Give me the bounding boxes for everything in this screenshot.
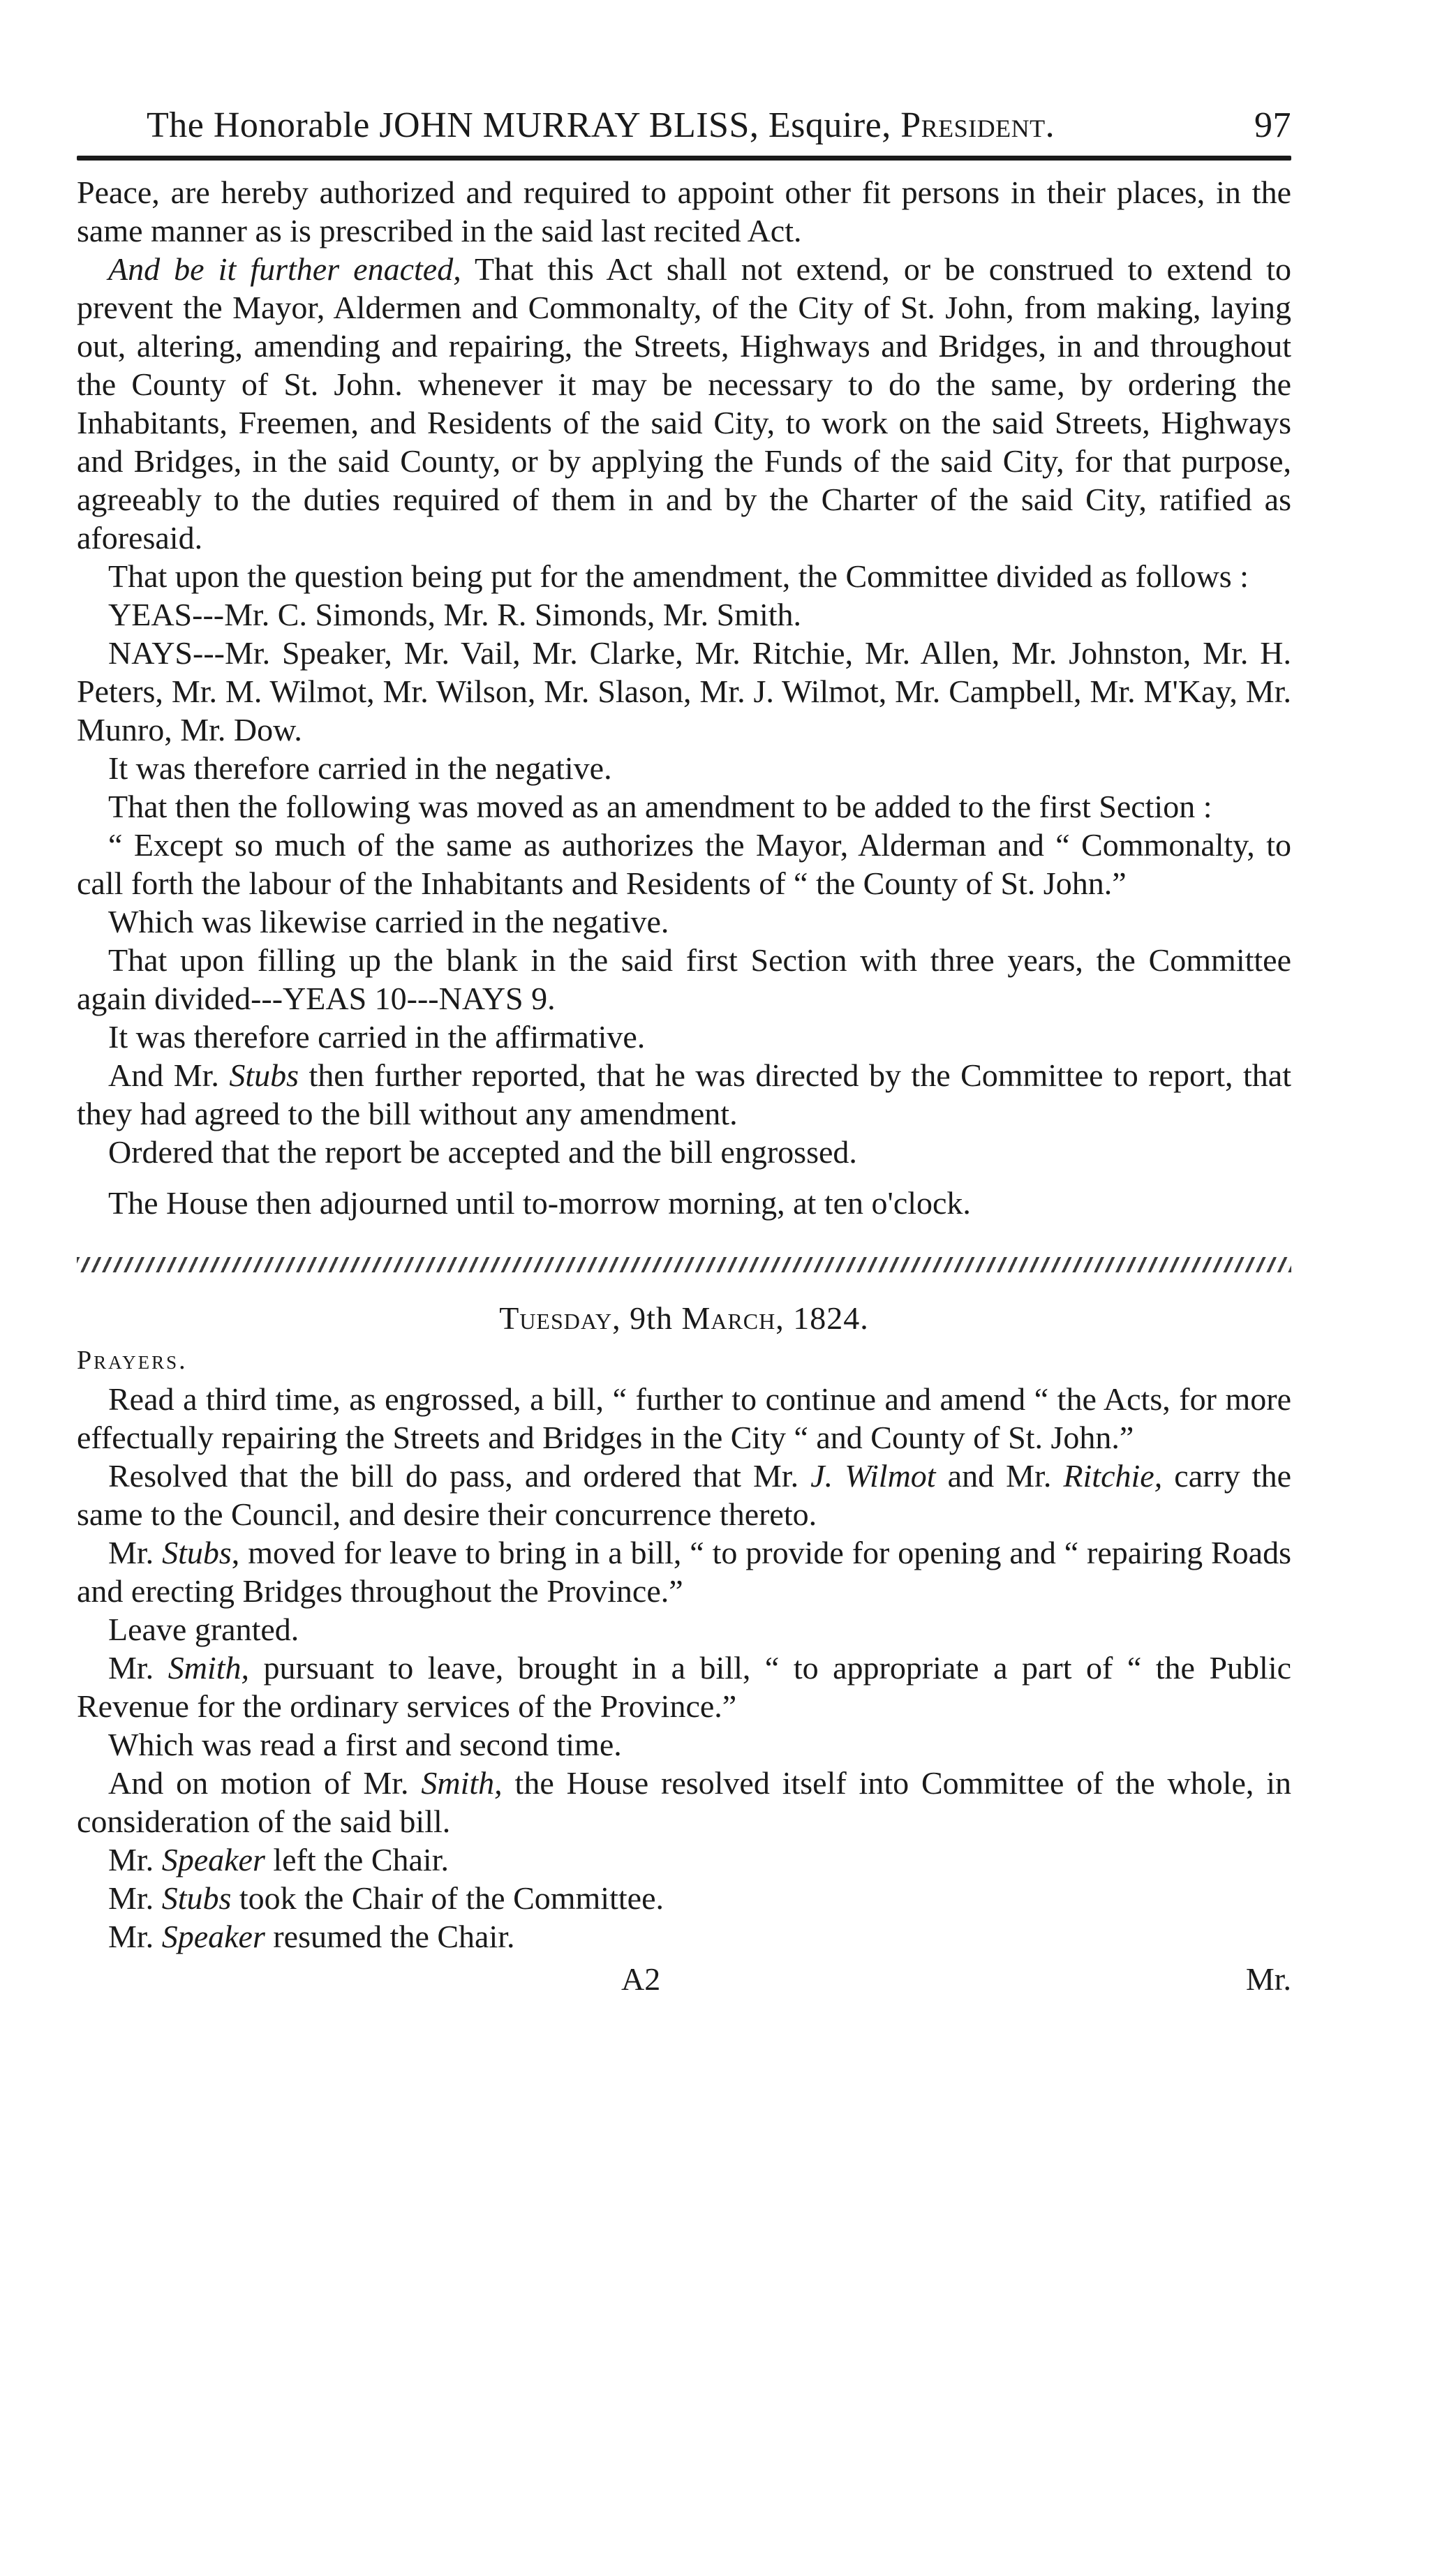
date-day: Tuesday, — [499, 1300, 621, 1336]
signature-mark: A2 — [621, 1961, 661, 1997]
paragraph: Read a third time, as engrossed, a bill, “ further to continue and amend “ the Acts, for more effectually repairing the Streets and Bridges in the City “ and County of St. John.” — [77, 1381, 1291, 1455]
paragraph: That then the following was moved as an amendment to be added to the first Section : — [108, 789, 1212, 824]
italic-name: Smith, — [168, 1650, 249, 1686]
paragraph-text: Mr. — [108, 1535, 154, 1570]
catchword: Mr. — [1245, 1961, 1291, 1997]
paragraph: That upon the question being put for the amendment, the Committee divided as follows : — [108, 558, 1249, 594]
paragraph: Which was read a first and second time. — [108, 1727, 622, 1762]
paragraph-text: and Mr. — [947, 1458, 1052, 1494]
paragraph — [77, 1879, 1291, 1917]
page-number: 97 — [1254, 105, 1291, 145]
paragraph-text: Mr. — [108, 1650, 154, 1686]
italic-name: Stubs — [162, 1535, 232, 1570]
paragraph — [77, 1056, 1291, 1133]
vote-yeas: YEAS---Mr. C. Simonds, Mr. R. Simonds, Mr. Smith. — [108, 597, 801, 632]
italic-name: Speaker — [161, 1842, 265, 1877]
paragraph-text: And on motion of Mr. — [108, 1765, 409, 1801]
paragraph-text: resumed the Chair. — [273, 1919, 515, 1954]
paragraph-text: left the Chair. — [273, 1842, 449, 1877]
paragraph — [77, 1841, 1291, 1879]
prayers-heading: Prayers. — [77, 1346, 188, 1375]
session-date — [77, 1299, 1291, 1337]
paragraph-text: Resolved that the bill do pass, and ordered that Mr. — [108, 1458, 799, 1494]
paragraph-text: That this Act shall not extend, or be construed to extend to prevent the Mayor, Aldermen and Commonalty, of the City of St. John, from making, laying out, altering, amending and repairing, the Streets, Highways and Bridges, in and throughout the County of St. John. whenever it may be necessary to do the same, by ordering the Inhabitants, Freemen, and Residents of the said City, to work on the said Streets, Highways and Bridges, in the said County, or by applying the Funds of the said City, for that purpose, agreeably to the duties required of them in and by the Charter of the said City, ratified as aforesaid. — [77, 251, 1292, 556]
italic-name: Stubs — [229, 1057, 299, 1093]
paragraph-text: took the Chair of the Committee. — [239, 1880, 664, 1916]
italic-name: Smith, — [421, 1765, 503, 1801]
italic-name: Ritchie, — [1063, 1458, 1163, 1494]
date-month: March — [681, 1300, 776, 1336]
paragraph-text: Mr. — [108, 1919, 154, 1954]
paragraph — [77, 1457, 1291, 1533]
paragraph — [77, 1764, 1291, 1841]
paragraph-text: Mr. — [108, 1880, 154, 1916]
paragraph-text: carry the same to the Council, and desire their concurrence thereto. — [77, 1458, 1292, 1532]
paragraph-text: then further reported, that he was directed by the Committee to report, that they had agreed to the bill without any amendment. — [77, 1057, 1291, 1131]
paragraph: That upon filling up the blank in the said first Section with three years, the Committee again divided---YEAS 10---NAYS 9. — [77, 942, 1291, 1016]
page-footer — [77, 1960, 1291, 1998]
section-divider — [77, 1257, 1291, 1272]
italic-name: J. Wilmot — [810, 1458, 936, 1494]
paragraph: Peace, are hereby authorized and required to appoint other fit persons in their places, in the same manner as is prescribed in the said last recited Act. — [77, 174, 1291, 248]
paragraph-text: And Mr. — [108, 1057, 219, 1093]
paragraph-text: the House resolved itself into Committee of the whole, in consideration of the said bill. — [77, 1765, 1292, 1839]
paragraph: It was therefore carried in the negative. — [108, 750, 612, 786]
page — [77, 105, 1291, 1998]
header-rule — [77, 156, 1291, 161]
italic-name: Speaker — [161, 1919, 265, 1954]
adjournment: The House then adjourned until to-morrow morning, at ten o'clock. — [108, 1185, 971, 1221]
paragraph-text: Mr. — [108, 1842, 154, 1877]
paragraph: Leave granted. — [108, 1612, 299, 1647]
body-text — [77, 173, 1291, 1998]
paragraph: Which was likewise carried in the negative. — [108, 904, 669, 939]
paragraph-text: pursuant to leave, brought in a bill, “ to appropriate a part of “ the Public Revenue for the ordinary services of the Province.” — [77, 1650, 1292, 1724]
paragraph — [77, 1533, 1291, 1610]
paragraph — [77, 250, 1291, 557]
running-header — [77, 105, 1291, 146]
italic-name: Stubs — [161, 1880, 232, 1916]
date-text: , 1824. — [775, 1300, 869, 1336]
paragraph: It was therefore carried in the affirmative. — [108, 1019, 646, 1055]
running-title — [147, 105, 1055, 146]
italic-phrase: And be it further enacted, — [108, 251, 461, 287]
running-title-office: President. — [900, 105, 1055, 145]
date-text: 9th — [621, 1300, 682, 1336]
paragraph: Ordered that the report be accepted and the bill engrossed. — [108, 1134, 857, 1170]
paragraph — [77, 1917, 1291, 1956]
paragraph-text: , moved for leave to bring in a bill, “ to provide for opening and “ repairing Roads and erecting Bridges throughout the Province.” — [77, 1535, 1292, 1609]
vote-nays: NAYS---Mr. Speaker, Mr. Vail, Mr. Clarke, Mr. Ritchie, Mr. Allen, Mr. Johnston, Mr. H. Peters, Mr. M. Wilmot, Mr. Wilson, Mr. Slason, Mr. J. Wilmot, Mr. Campbell, Mr. M'Kay, Mr. Munro, Mr. Dow. — [77, 635, 1291, 748]
paragraph — [77, 1649, 1291, 1725]
running-title-text: The Honorable JOHN MURRAY BLISS, Esquire, — [147, 105, 901, 145]
amendment-quote: “ Except so much of the same as authorizes the Mayor, Alderman and “ Commonalty, to call forth the labour of the Inhabitants and Residents of “ the County of St. John.” — [77, 827, 1291, 901]
